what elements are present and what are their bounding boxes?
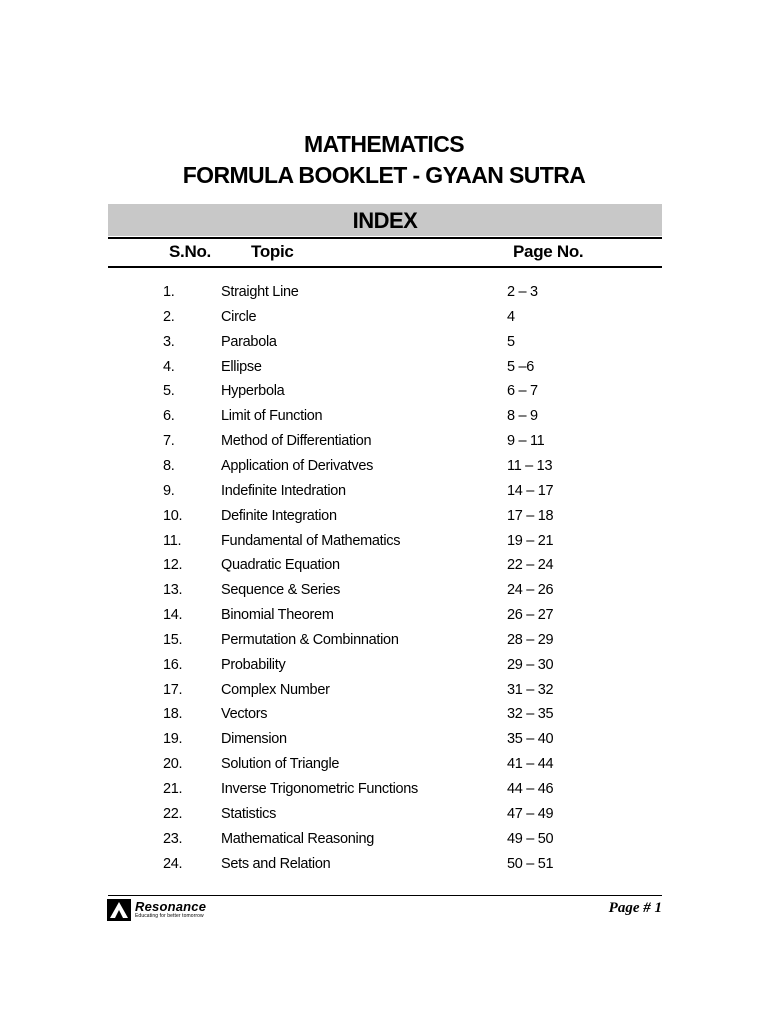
row-pages: 41 – 44 (507, 756, 554, 773)
table-row (0, 408, 768, 432)
row-pages: 35 – 40 (507, 731, 554, 748)
row-number: 7. (163, 433, 175, 450)
row-number: 12. (163, 557, 183, 574)
table-row (0, 359, 768, 383)
row-topic: Method of Differentiation (221, 433, 372, 450)
row-topic: Quadratic Equation (221, 557, 340, 574)
row-topic: Hyperbola (221, 383, 285, 400)
row-number: 14. (163, 607, 183, 624)
row-pages: 9 – 11 (507, 433, 545, 450)
row-pages: 14 – 17 (507, 482, 554, 499)
column-header-sno: S.No. (169, 242, 211, 261)
row-pages: 28 – 29 (507, 631, 554, 648)
table-row (0, 309, 768, 333)
row-number: 10. (163, 507, 183, 524)
row-topic: Circle (221, 308, 257, 325)
row-number: 19. (163, 731, 183, 748)
column-header-page: Page No. (513, 242, 584, 261)
row-number: 5. (163, 383, 175, 400)
table-header-top-rule (108, 237, 662, 239)
row-topic: Ellipse (221, 358, 262, 375)
row-topic: Sets and Relation (221, 855, 331, 872)
row-topic: Limit of Function (221, 408, 323, 425)
row-number: 9. (163, 482, 175, 499)
row-topic: Straight Line (221, 284, 299, 300)
row-topic: Mathematical Reasoning (221, 830, 374, 847)
row-number: 13. (163, 582, 183, 599)
row-pages: 6 – 7 (507, 383, 538, 400)
table-row (0, 806, 768, 830)
table-row (0, 607, 768, 631)
index-banner (108, 204, 662, 236)
table-row (0, 483, 768, 507)
row-topic: Inverse Trigonometric Functions (221, 781, 419, 797)
row-topic: Application of Derivatves (221, 457, 374, 474)
row-pages: 17 – 18 (507, 507, 554, 524)
table-row (0, 284, 768, 308)
table-row (0, 781, 768, 805)
row-pages: 8 – 9 (507, 408, 538, 425)
table-header-bottom-rule (108, 266, 662, 268)
row-topic: Complex Number (221, 681, 330, 698)
row-number: 22. (163, 805, 183, 822)
row-number: 6. (163, 408, 175, 425)
row-pages: 24 – 26 (507, 582, 554, 599)
table-row (0, 557, 768, 581)
row-pages: 22 – 24 (507, 557, 554, 574)
resonance-logo (107, 899, 237, 921)
row-pages: 4 (507, 308, 515, 325)
document-title-subject: MATHEMATICS (304, 131, 464, 157)
row-topic: Binomial Theorem (221, 607, 334, 624)
row-pages: 26 – 27 (507, 607, 554, 624)
row-pages: 19 – 21 (507, 532, 554, 549)
column-header-topic: Topic (251, 242, 294, 261)
table-row (0, 756, 768, 780)
footer-rule (108, 895, 662, 896)
table-row (0, 433, 768, 457)
row-number: 20. (163, 756, 183, 773)
logo-wordmark: Resonance (135, 899, 207, 914)
page-number: Page # 1 (608, 900, 662, 916)
row-pages: 2 – 3 (507, 284, 538, 300)
row-topic: Statistics (221, 805, 277, 822)
table-row (0, 706, 768, 730)
row-pages: 49 – 50 (507, 830, 554, 847)
document-title-booklet: FORMULA BOOKLET - GYAAN SUTRA (182, 162, 586, 188)
row-topic: Dimension (221, 731, 287, 748)
row-pages: 29 – 30 (507, 656, 554, 673)
table-row (0, 831, 768, 855)
row-number: 15. (163, 631, 183, 648)
row-number: 1. (163, 284, 175, 300)
resonance-logo-icon (107, 899, 131, 921)
row-pages: 11 – 13 (507, 457, 553, 474)
table-row (0, 582, 768, 606)
row-topic: Definite Integration (221, 507, 337, 524)
table-row (0, 657, 768, 681)
row-number: 3. (163, 333, 175, 350)
logo-tagline: Educating for better tomorrow (135, 913, 204, 919)
row-topic: Solution of Triangle (221, 756, 340, 773)
row-number: 21. (163, 781, 183, 797)
row-pages: 31 – 32 (507, 681, 554, 698)
index-heading: INDEX (352, 208, 418, 233)
table-row (0, 508, 768, 532)
row-topic: Indefinite Intedration (221, 482, 346, 499)
row-number: 16. (163, 656, 183, 673)
row-number: 4. (163, 358, 175, 375)
row-pages: 44 – 46 (507, 781, 554, 797)
table-row (0, 731, 768, 755)
table-row (0, 682, 768, 706)
row-number: 24. (163, 855, 183, 872)
row-number: 8. (163, 457, 175, 474)
row-number: 11. (163, 532, 182, 549)
row-topic: Sequence & Series (221, 582, 341, 599)
row-number: 23. (163, 830, 183, 847)
table-row (0, 632, 768, 656)
row-pages: 47 – 49 (507, 805, 554, 822)
row-topic: Vectors (221, 706, 268, 723)
row-topic: Permutation & Combinnation (221, 631, 399, 648)
row-pages: 5 (507, 333, 515, 350)
row-pages: 5 –6 (507, 358, 535, 375)
row-topic: Probability (221, 656, 286, 673)
row-number: 18. (163, 706, 183, 723)
table-row (0, 383, 768, 407)
table-row (0, 334, 768, 358)
row-pages: 50 – 51 (507, 855, 554, 872)
row-pages: 32 – 35 (507, 706, 554, 723)
table-row (0, 533, 768, 557)
row-number: 17. (163, 681, 183, 698)
table-row (0, 458, 768, 482)
row-number: 2. (163, 308, 175, 325)
table-row (0, 856, 768, 880)
row-topic: Fundamental of Mathematics (221, 532, 401, 549)
row-topic: Parabola (221, 333, 277, 350)
